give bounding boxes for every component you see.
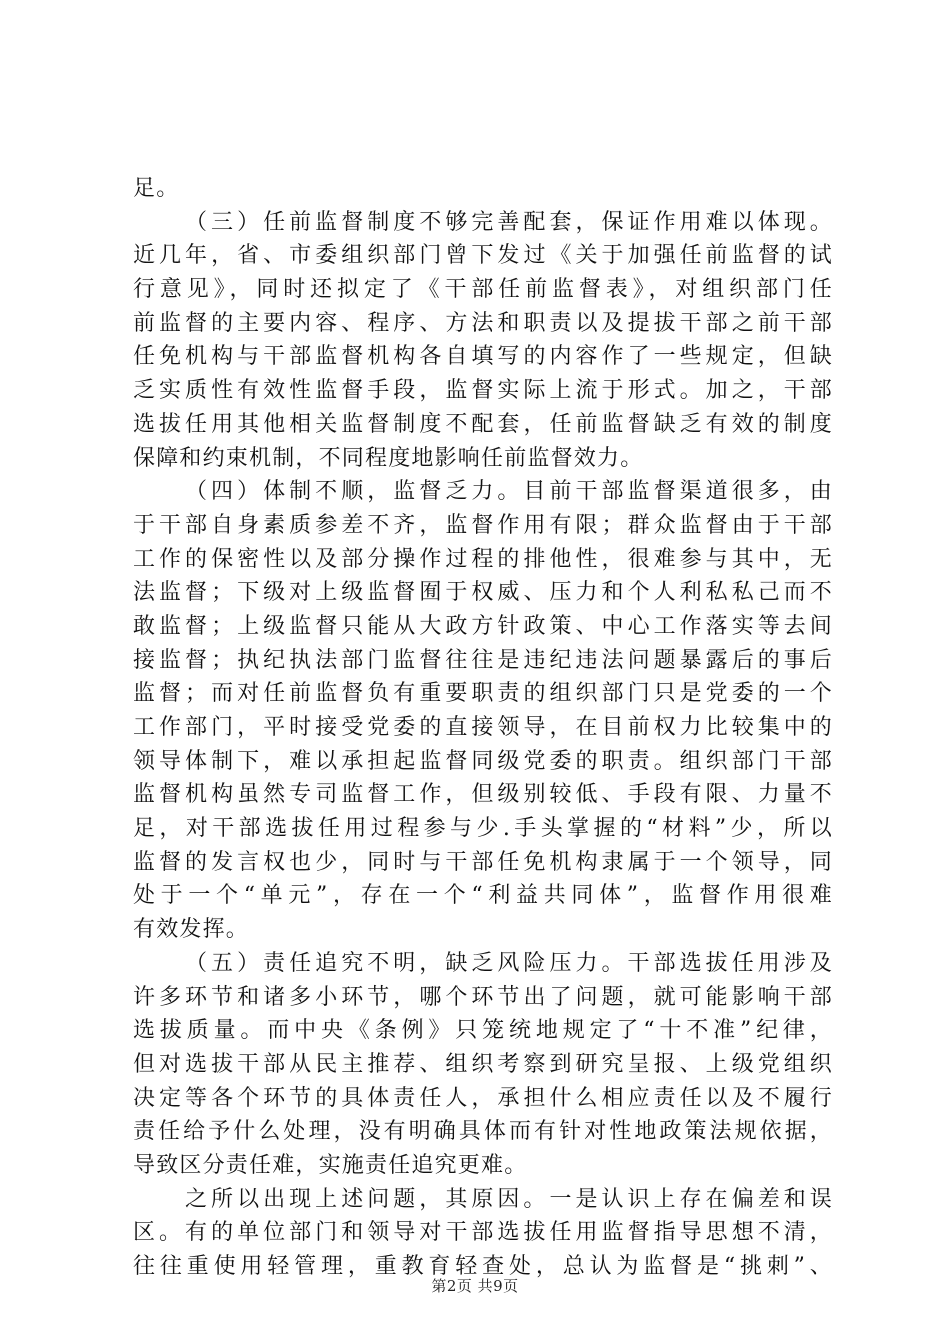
text-line: 处于一个“单元”，存在一个“利益共同体”，监督作用很难 bbox=[133, 883, 833, 909]
text-line: 但对选拔干部从民主推荐、组织考察到研究呈报、上级党组织 bbox=[133, 1051, 833, 1077]
text-line: 保障和约束机制，不同程度地影响任前监督效力。 bbox=[133, 445, 644, 471]
text-line: （四）体制不顺，监督乏力。目前干部监督渠道很多，由 bbox=[185, 479, 833, 505]
text-line: 选拔质量。而中央《条例》只笼统地规定了“十不准”纪律， bbox=[133, 1018, 833, 1044]
text-line: 责任给予什么处理，没有明确具体而有针对性地政策法规依据， bbox=[133, 1119, 833, 1145]
text-line: 之所以出现上述问题，其原因。一是认识上存在偏差和误 bbox=[185, 1186, 833, 1212]
text-line: 监督机构虽然专司监督工作，但级别较低、手段有限、力量不 bbox=[133, 782, 833, 808]
text-line: 足。 bbox=[133, 176, 180, 201]
text-line: 有效发挥。 bbox=[133, 917, 250, 943]
body-text bbox=[133, 172, 833, 1284]
text-line: 足，对干部选拔任用过程参与少.手头掌握的“材料”少，所以 bbox=[133, 816, 833, 842]
text-line: 敢监督；上级监督只能从大政方针政策、中心工作落实等去间 bbox=[133, 613, 833, 639]
text-line: 许多环节和诸多小环节，哪个环节出了问题，就可能影响干部 bbox=[133, 984, 833, 1010]
text-line: 接监督；执纪执法部门监督往往是违纪违法问题暴露后的事后 bbox=[133, 647, 833, 673]
text-line: 领导体制下，难以承担起监督同级党委的职责。组织部门干部 bbox=[133, 748, 833, 774]
text-line: 导致区分责任难，实施责任追究更难。 bbox=[133, 1152, 528, 1178]
text-line: 决定等各个环节的具体责任人，承担什么相应责任以及不履行 bbox=[133, 1085, 833, 1111]
text-line: 工作部门，平时接受党委的直接领导，在目前权力比较集中的 bbox=[133, 715, 833, 740]
text-line: 区。有的单位部门和领导对干部选拔任用监督指导思想不清， bbox=[133, 1220, 833, 1246]
text-line: 法监督；下级对上级监督囿于权威、压力和个人利私私己而不 bbox=[133, 580, 833, 606]
text-line: 近几年，省、市委组织部门曾下发过《关于加强任前监督的试 bbox=[133, 243, 833, 269]
text-line: 工作的保密性以及部分操作过程的排他性，很难参与其中，无 bbox=[133, 546, 833, 572]
text-line: （三）任前监督制度不够完善配套，保证作用难以体现。 bbox=[185, 209, 833, 235]
text-line: 乏实质性有效性监督手段，监督实际上流于形式。加之，干部 bbox=[133, 378, 833, 404]
text-line: 往往重使用轻管理，重教育轻查处，总认为监督是“挑刺”、 bbox=[133, 1254, 833, 1279]
text-line: （五）责任追究不明，缺乏风险压力。干部选拔任用涉及 bbox=[185, 950, 833, 976]
text-line: 选拔任用其他相关监督制度不配套，任前监督缺乏有效的制度 bbox=[133, 411, 833, 437]
text-line: 任免机构与干部监督机构各自填写的内容作了一些规定，但缺 bbox=[133, 344, 833, 370]
text-line: 监督的发言权也少，同时与干部任免机构隶属于一个领导，同 bbox=[133, 849, 833, 875]
text-line: 监督；而对任前监督负有重要职责的组织部门只是党委的一个 bbox=[133, 681, 833, 707]
page-indicator: 第2页 共9页 bbox=[431, 1277, 519, 1295]
text-line: 于干部自身素质参差不齐，监督作用有限；群众监督由于干部 bbox=[133, 512, 833, 538]
text-line: 行意见》，同时还拟定了《干部任前监督表》，对组织部门任 bbox=[133, 277, 833, 303]
text-line: 前监督的主要内容、程序、方法和职责以及提拔干部之前干部 bbox=[133, 310, 833, 336]
